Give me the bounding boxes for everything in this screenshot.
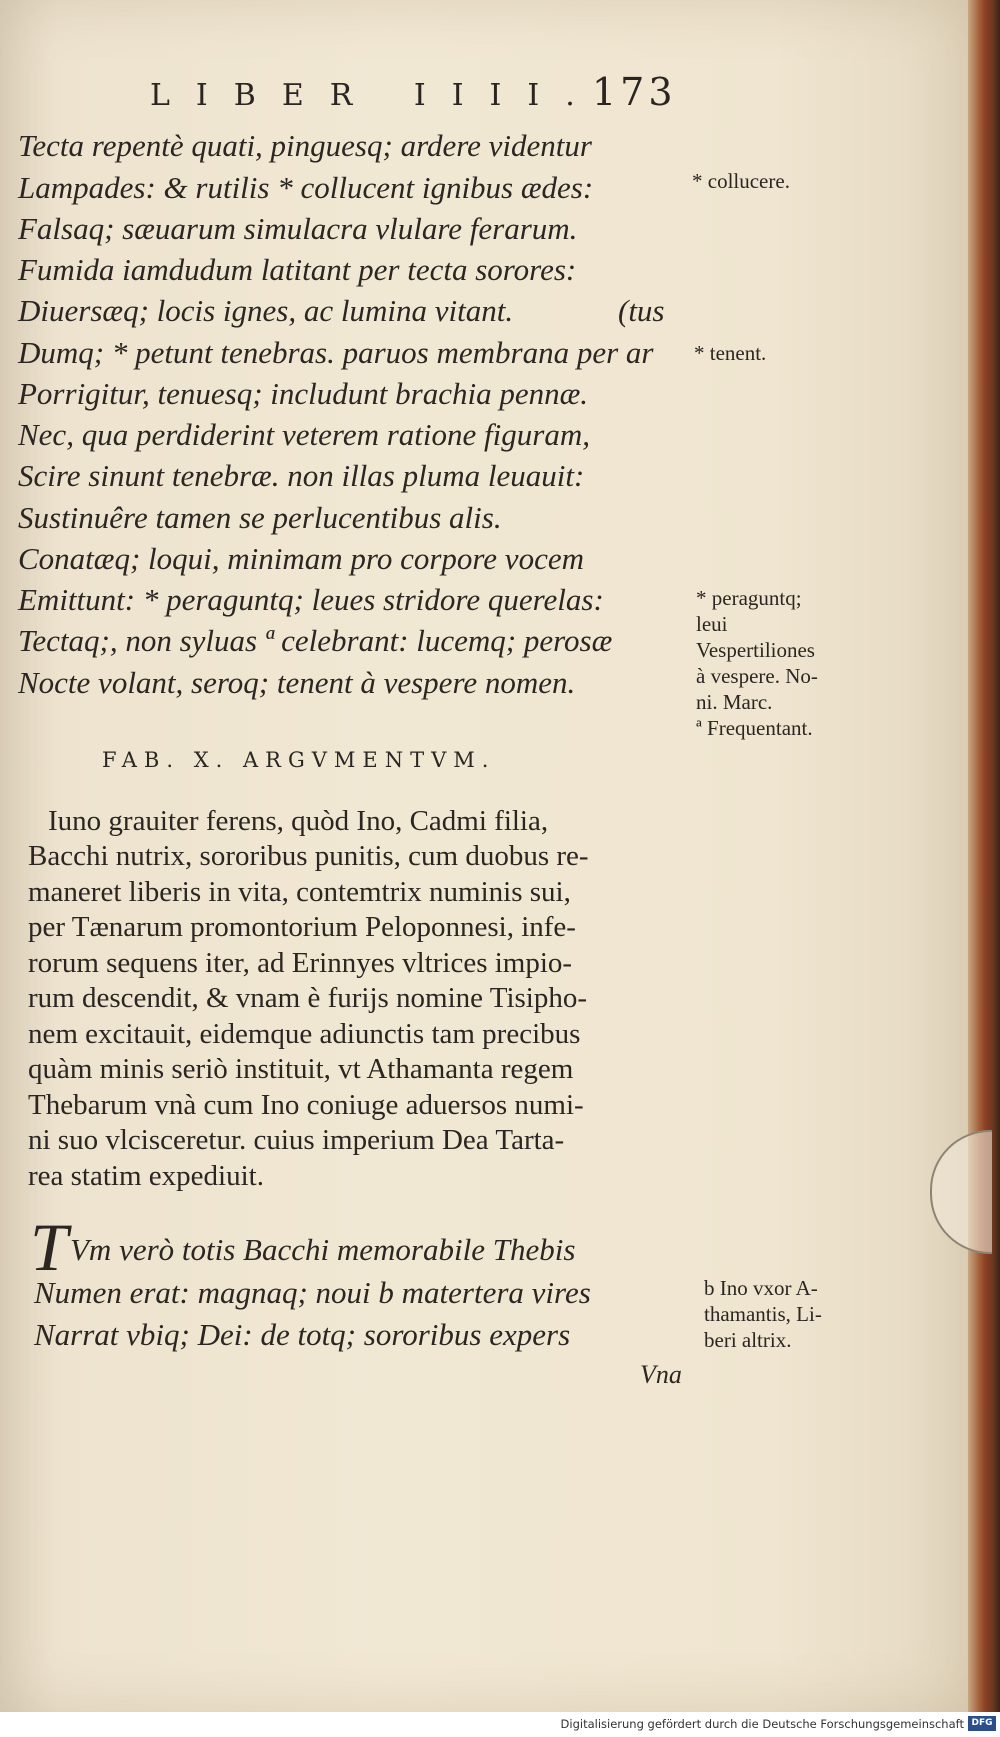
verse-line: Lampades: & rutilis * collucent ignibus ædes: [18,170,594,205]
book-edge [968,0,1000,1712]
argument-line: rum descendit, & vnam è furijs nomine Tisipho- [28,982,588,1014]
verse-turnover: (tus [618,293,665,328]
margin-note-line: leui [696,612,728,636]
margin-note-collucere: * collucere. [692,169,790,193]
argument-line: Iuno grauiter ferens, quòd Ino, Cadmi filia, [48,805,549,837]
verse-line: Emittunt: * peraguntq; leues stridore querelas: [18,582,604,617]
verse-line: Sustinuêre tamen se perlucentibus alis. [18,500,502,535]
margin-note-line: ª Frequentant. [696,716,813,740]
verse-line: Nocte volant, seroq; tenent à vespere nomen. [18,665,576,700]
margin-note-line: beri altrix. [704,1328,792,1352]
verse-line: Porrigitur, tenuesq; includunt brachia pennæ. [18,376,589,411]
argument-line: rorum sequens iter, ad Erinnyes vltrices impio- [28,947,573,979]
verse-line: Dumq; * petunt tenebras. paruos membrana per ar [18,335,654,370]
page-number: 173 [592,70,677,114]
verse-line: Tecta repentè quati, pinguesq; ardere videntur [18,128,592,163]
verse-line: Fumida iamdudum latitant per tecta sorores: [18,252,577,287]
argument-line: nem excitauit, eidemque adiunctis tam precibus [28,1018,581,1050]
margin-note-line: ni. Marc. [696,690,773,714]
argument-line: maneret liberis in vita, contemtrix numinis sui, [28,876,571,908]
catchword: Vna [640,1360,682,1389]
fable-heading: FAB. X. ARGVMENTVM. [102,748,496,772]
drop-cap: T [30,1209,68,1285]
verse-line: Scire sinunt tenebræ. non illas pluma leuauit: [18,458,585,493]
argument-line: rea statim expediuit. [28,1160,264,1192]
argument-line: per Tænarum promontorium Peloponnesi, infe- [28,911,576,943]
verse-line: Conatæq; loqui, minimam pro corpore vocem [18,541,584,576]
verse-line: Narrat vbiq; Dei: de totq; sororibus expers [34,1317,571,1352]
verse-line: Diuersæq; locis ignes, ac lumina vitant. [18,293,514,328]
verse-line: Tectaq;, non syluas ª celebrant: lucemq; perosæ [18,623,613,658]
argument-line: quàm minis seriò instituit, vt Athamanta regem [28,1053,574,1085]
margin-note-tenent: * tenent. [694,341,767,365]
argument-line: Thebarum vnà cum Ino coniuge aduersos numi- [28,1089,584,1121]
margin-note-line: Vespertiliones [696,638,815,662]
verse-line: Falsaq; sæuarum simulacra vlulare ferarum. [18,211,578,246]
argument-line: ni suo vlcisceretur. cuius imperium Dea Tarta- [28,1124,565,1156]
verse-line: Nec, qua perdiderint veterem ratione figuram, [18,417,590,452]
funding-credit: Digitalisierung gefördert durch die Deutsche Forschungsgemeinschaft [560,1717,964,1731]
margin-note-line: b Ino vxor A- [704,1276,818,1300]
margin-note-line: à vespere. No- [696,664,818,688]
margin-note-line: * peraguntq; [696,586,802,610]
argument-line: Bacchi nutrix, sororibus punitis, cum duobus re- [28,840,589,872]
footer-bar [0,1712,1000,1737]
verse-line: Vm verò totis Bacchi memorabile Thebis [70,1232,576,1267]
margin-note-line: thamantis, Li- [704,1302,822,1326]
verse-line: Numen erat: magnaq; noui b matertera vires [34,1275,591,1310]
dfg-logo: DFG [968,1716,996,1731]
running-title: LIBER IIII. [150,78,601,113]
